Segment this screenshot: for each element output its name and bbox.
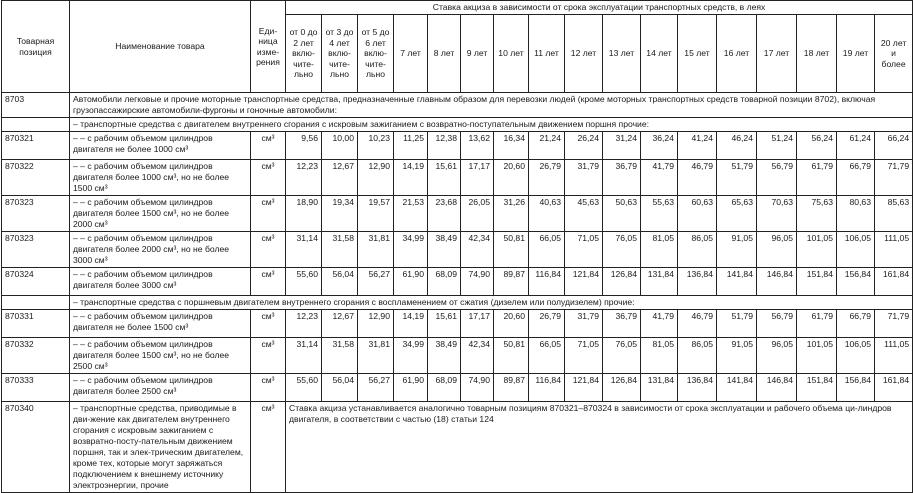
section-diesel-label: – транспортные средства с поршневым двигателем внутреннего сгорания с воспламенением от сжатия (дизелем или полудизелем) прочие: — [70, 296, 913, 310]
table-row — [2, 338, 913, 374]
header-unit: Еди-ница изме-рения — [251, 1, 286, 93]
rate-cell: 12,90 — [358, 160, 394, 196]
rate-cell: 40,63 — [529, 196, 565, 232]
rate-cell: 51,79 — [717, 310, 757, 338]
rate-cell: 41,24 — [678, 132, 717, 160]
rate-cell: 126,84 — [603, 374, 641, 402]
age-column-header: 12 лет — [565, 15, 603, 93]
rate-cell: 161,84 — [875, 268, 913, 296]
rate-cell: 23,68 — [428, 196, 461, 232]
product-name: – – с рабочим объемом цилиндров двигателя не более 1000 см³ — [70, 132, 251, 160]
product-name: – – с рабочим объемом цилиндров двигателя более 3000 см³ — [70, 268, 251, 296]
header-name: Наименование товара — [70, 1, 251, 93]
header-rate-group: Ставка акциза в зависимости от срока эксплуатации транспортных средств, в леях — [286, 1, 913, 15]
rate-cell: 146,84 — [757, 374, 797, 402]
rate-cell: 12,23 — [286, 310, 322, 338]
position-code: 870331 — [2, 310, 70, 338]
product-name: – – с рабочим объемом цилиндров двигателя более 2500 см³ — [70, 374, 251, 402]
group-row-8703 — [2, 93, 913, 118]
rate-cell: 41,79 — [641, 160, 678, 196]
group-code: 8703 — [2, 93, 70, 118]
product-name: – транспортные средства, приводимые в дви-жение как двигателем внутреннего сгорания с искровым зажиганием с возвратно-посту-пательным движением поршня, так и элек-трическим двигателем, кроме тех, которые могут заряжаться подключением к внешнему источнику электроэнергии, прочие — [70, 402, 251, 493]
age-column-header: 20 лет и более — [875, 15, 913, 93]
rate-cell: 50,63 — [603, 196, 641, 232]
unit-cell: см³ — [251, 232, 286, 268]
rate-cell: 50,81 — [494, 338, 529, 374]
rate-cell: 31,81 — [358, 338, 394, 374]
rate-cell: 34,99 — [394, 232, 428, 268]
rate-cell: 17,17 — [461, 160, 494, 196]
rate-cell: 89,87 — [494, 268, 529, 296]
rate-cell: 101,05 — [797, 338, 837, 374]
position-code: 870340 — [2, 402, 70, 493]
rate-cell: 81,05 — [641, 338, 678, 374]
position-code: 870321 — [2, 132, 70, 160]
rate-cell: 20,60 — [494, 310, 529, 338]
rate-cell: 26,24 — [565, 132, 603, 160]
rate-cell: 45,63 — [565, 196, 603, 232]
rate-cell: 14,19 — [394, 160, 428, 196]
header-position: Товарная позиция — [2, 1, 70, 93]
rate-cell: 96,05 — [757, 232, 797, 268]
age-column-header: от 0 до 2 лет вклю-чите-льно — [286, 15, 322, 93]
rate-cell: 36,79 — [603, 310, 641, 338]
rate-cell: 56,24 — [797, 132, 837, 160]
rate-cell: 80,63 — [837, 196, 875, 232]
rate-cell: 56,27 — [358, 268, 394, 296]
position-code: 870322 — [2, 160, 70, 196]
table-row — [2, 232, 913, 268]
table-body — [2, 93, 913, 493]
rate-cell: 10,23 — [358, 132, 394, 160]
rate-cell: 21,24 — [529, 132, 565, 160]
rate-cell: 126,84 — [603, 268, 641, 296]
rate-cell: 71,05 — [565, 338, 603, 374]
unit-cell: см³ — [251, 268, 286, 296]
rate-cell: 121,84 — [565, 268, 603, 296]
rate-cell: 42,34 — [461, 232, 494, 268]
rate-cell: 19,57 — [358, 196, 394, 232]
age-column-header: 9 лет — [461, 15, 494, 93]
rate-cell: 85,63 — [875, 196, 913, 232]
excise-rate-table — [1, 0, 913, 493]
rate-cell: 15,61 — [428, 160, 461, 196]
rate-cell: 19,34 — [322, 196, 358, 232]
rate-cell: 76,05 — [603, 232, 641, 268]
rate-cell: 146,84 — [757, 268, 797, 296]
rate-cell: 9,56 — [286, 132, 322, 160]
rate-cell: 116,84 — [529, 374, 565, 402]
rate-cell: 116,84 — [529, 268, 565, 296]
table-row-870340 — [2, 402, 913, 493]
rate-cell: 66,79 — [837, 310, 875, 338]
position-code: 870323 — [2, 232, 70, 268]
age-column-header: 18 лет — [797, 15, 837, 93]
age-column-header: 19 лет — [837, 15, 875, 93]
age-column-header: 14 лет — [641, 15, 678, 93]
rate-cell: 31,24 — [603, 132, 641, 160]
rate-cell: 68,09 — [428, 268, 461, 296]
rate-cell: 71,05 — [565, 232, 603, 268]
rate-note: Ставка акциза устанавливается аналогично товарным позициям 870321–870324 в зависимости от срока эксплуатации и рабочего объема ци-линдров двигателя, в соответствии с частью (18) статьи 124 — [286, 402, 913, 493]
rate-cell: 111,05 — [875, 232, 913, 268]
rate-cell: 17,17 — [461, 310, 494, 338]
position-code: 870323 — [2, 196, 70, 232]
rate-cell: 41,79 — [641, 310, 678, 338]
section-spark-row — [2, 118, 913, 132]
rate-cell: 38,49 — [428, 338, 461, 374]
unit-cell: см³ — [251, 160, 286, 196]
rate-cell: 70,63 — [757, 196, 797, 232]
age-column-header: 13 лет — [603, 15, 641, 93]
rate-cell: 86,05 — [678, 232, 717, 268]
rate-cell: 61,79 — [797, 310, 837, 338]
rate-cell: 61,90 — [394, 268, 428, 296]
rate-cell: 89,87 — [494, 374, 529, 402]
rate-cell: 31,26 — [494, 196, 529, 232]
rate-cell: 21,53 — [394, 196, 428, 232]
unit-cell: см³ — [251, 132, 286, 160]
position-code: 870324 — [2, 268, 70, 296]
rate-cell: 136,84 — [678, 268, 717, 296]
rate-cell: 91,05 — [717, 338, 757, 374]
rate-cell: 106,05 — [837, 338, 875, 374]
rate-cell: 131,84 — [641, 374, 678, 402]
rate-cell: 10,00 — [322, 132, 358, 160]
rate-cell: 56,79 — [757, 160, 797, 196]
age-column-header: 10 лет — [494, 15, 529, 93]
rate-cell: 151,84 — [797, 374, 837, 402]
rate-cell: 75,63 — [797, 196, 837, 232]
rate-cell: 12,67 — [322, 160, 358, 196]
unit-cell: см³ — [251, 338, 286, 374]
age-column-header: 15 лет — [678, 15, 717, 93]
rate-cell: 46,79 — [678, 310, 717, 338]
rate-cell: 66,24 — [875, 132, 913, 160]
rate-cell: 46,79 — [678, 160, 717, 196]
rate-cell: 20,60 — [494, 160, 529, 196]
table-row — [2, 310, 913, 338]
age-column-header: 11 лет — [529, 15, 565, 93]
rate-cell: 136,84 — [678, 374, 717, 402]
position-code: 870333 — [2, 374, 70, 402]
rate-cell: 156,84 — [837, 374, 875, 402]
rate-cell: 151,84 — [797, 268, 837, 296]
rate-cell: 31,58 — [322, 338, 358, 374]
section-spark-label: – транспортные средства с двигателем внутреннего сгорания с искровым зажиганием с возвратно-поступательным движением поршня прочие: — [70, 118, 913, 132]
rate-cell: 74,90 — [461, 374, 494, 402]
rate-cell: 74,90 — [461, 268, 494, 296]
rate-cell: 71,79 — [875, 310, 913, 338]
rate-cell: 26,79 — [529, 310, 565, 338]
rate-cell: 42,34 — [461, 338, 494, 374]
table-row — [2, 374, 913, 402]
rate-cell: 96,05 — [757, 338, 797, 374]
product-name: – – с рабочим объемом цилиндров двигателя более 2000 см³, но не более 3000 см³ — [70, 232, 251, 268]
rate-cell: 61,24 — [837, 132, 875, 160]
rate-cell: 26,79 — [529, 160, 565, 196]
rate-cell: 18,90 — [286, 196, 322, 232]
rate-cell: 31,81 — [358, 232, 394, 268]
rate-cell: 71,79 — [875, 160, 913, 196]
rate-cell: 34,99 — [394, 338, 428, 374]
rate-cell: 81,05 — [641, 232, 678, 268]
unit-cell: см³ — [251, 374, 286, 402]
rate-cell: 68,09 — [428, 374, 461, 402]
rate-cell: 31,14 — [286, 232, 322, 268]
product-name: – – с рабочим объемом цилиндров двигателя более 1000 см³, но не более 1500 см³ — [70, 160, 251, 196]
rate-cell: 51,24 — [757, 132, 797, 160]
age-column-header: 17 лет — [757, 15, 797, 93]
rate-cell: 46,24 — [717, 132, 757, 160]
rate-cell: 76,05 — [603, 338, 641, 374]
rate-cell: 141,84 — [717, 268, 757, 296]
rate-cell: 31,79 — [565, 310, 603, 338]
rate-cell: 66,05 — [529, 232, 565, 268]
rate-cell: 13,62 — [461, 132, 494, 160]
group-description: Автомобили легковые и прочие моторные транспортные средства, предназначенные главным образом для перевозки людей (кроме моторных транспортных средств товарной позиции 8702), включая грузопассажирские автомобили-фургоны и гоночные автомобили: — [70, 93, 913, 118]
product-name: – – с рабочим объемом цилиндров двигателя более 1500 см³, но не более 2000 см³ — [70, 196, 251, 232]
rate-cell: 156,84 — [837, 268, 875, 296]
rate-cell: 12,23 — [286, 160, 322, 196]
rate-cell: 31,58 — [322, 232, 358, 268]
rate-cell: 55,60 — [286, 374, 322, 402]
unit-cell: см³ — [251, 310, 286, 338]
rate-cell: 55,63 — [641, 196, 678, 232]
rate-cell: 26,05 — [461, 196, 494, 232]
unit-cell: см³ — [251, 402, 286, 493]
age-column-header: 7 лет — [394, 15, 428, 93]
rate-cell: 36,79 — [603, 160, 641, 196]
rate-cell: 15,61 — [428, 310, 461, 338]
table-row — [2, 132, 913, 160]
rate-cell: 61,90 — [394, 374, 428, 402]
rate-cell: 50,81 — [494, 232, 529, 268]
rate-cell: 38,49 — [428, 232, 461, 268]
rate-cell: 65,63 — [717, 196, 757, 232]
rate-cell: 61,79 — [797, 160, 837, 196]
rate-cell: 12,67 — [322, 310, 358, 338]
rate-cell: 131,84 — [641, 268, 678, 296]
rate-cell: 60,63 — [678, 196, 717, 232]
rate-cell: 141,84 — [717, 374, 757, 402]
section-diesel-row — [2, 296, 913, 310]
rate-cell: 11,25 — [394, 132, 428, 160]
product-name: – – с рабочим объемом цилиндров двигателя более 1500 см³, но не более 2500 см³ — [70, 338, 251, 374]
position-code: 870332 — [2, 338, 70, 374]
rate-cell: 86,05 — [678, 338, 717, 374]
rate-cell: 16,34 — [494, 132, 529, 160]
rate-cell: 66,05 — [529, 338, 565, 374]
rate-cell: 91,05 — [717, 232, 757, 268]
rate-cell: 56,04 — [322, 374, 358, 402]
rate-cell: 31,79 — [565, 160, 603, 196]
product-name: – – с рабочим объемом цилиндров двигателя не более 1500 см³ — [70, 310, 251, 338]
table-row — [2, 196, 913, 232]
rate-cell: 106,05 — [837, 232, 875, 268]
rate-cell: 12,90 — [358, 310, 394, 338]
rate-cell: 31,14 — [286, 338, 322, 374]
rate-cell: 111,05 — [875, 338, 913, 374]
rate-cell: 56,27 — [358, 374, 394, 402]
age-column-header: 16 лет — [717, 15, 757, 93]
rate-cell: 121,84 — [565, 374, 603, 402]
rate-cell: 66,79 — [837, 160, 875, 196]
rate-cell: 161,84 — [875, 374, 913, 402]
table-row — [2, 268, 913, 296]
rate-cell: 55,60 — [286, 268, 322, 296]
rate-cell: 56,79 — [757, 310, 797, 338]
rate-cell: 101,05 — [797, 232, 837, 268]
rate-cell: 14,19 — [394, 310, 428, 338]
unit-cell: см³ — [251, 196, 286, 232]
age-column-header: 8 лет — [428, 15, 461, 93]
rate-cell: 36,24 — [641, 132, 678, 160]
age-column-header: от 5 до 6 лет вклю-чите-льно — [358, 15, 394, 93]
rate-cell: 56,04 — [322, 268, 358, 296]
rate-cell: 12,38 — [428, 132, 461, 160]
table-row — [2, 160, 913, 196]
age-column-header: от 3 до 4 лет вклю-чите-льно — [322, 15, 358, 93]
rate-cell: 51,79 — [717, 160, 757, 196]
